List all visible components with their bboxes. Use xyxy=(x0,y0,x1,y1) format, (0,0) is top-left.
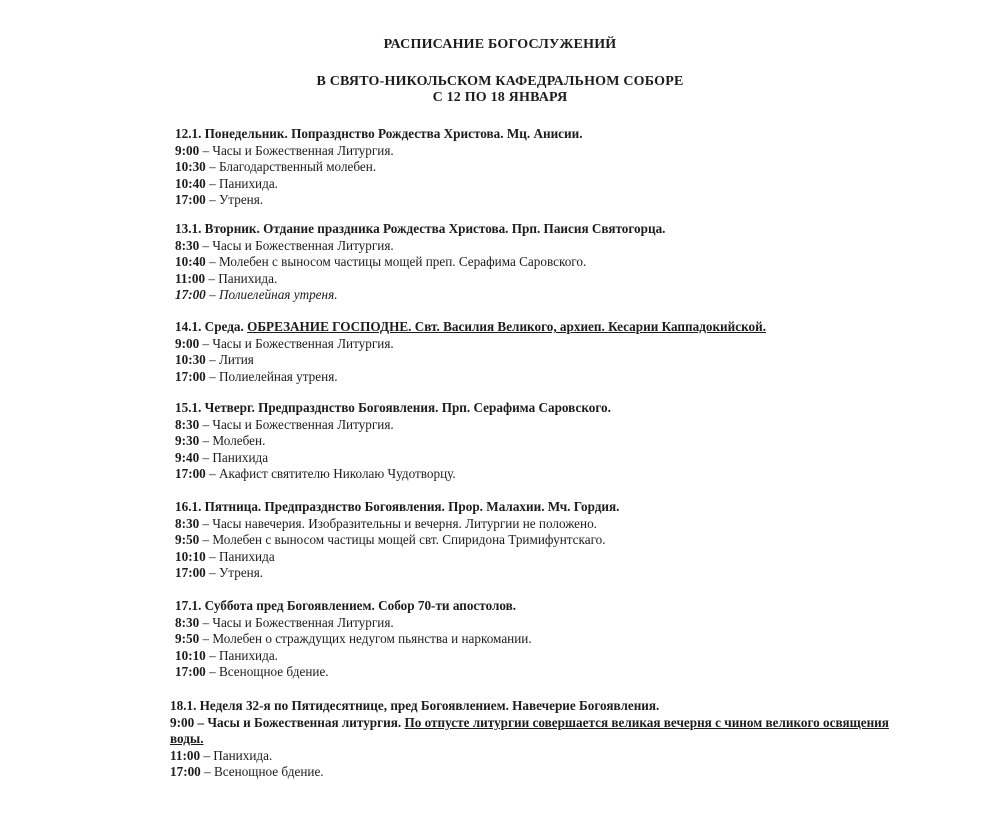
service-text: – Панихида. xyxy=(205,647,278,663)
service-text: – Утреня. xyxy=(205,565,264,581)
day-block-16 xyxy=(175,499,935,582)
service-time: 10:40 xyxy=(175,254,206,270)
service-text: – Часы и Божественная Литургия. xyxy=(199,142,394,158)
service-row xyxy=(175,565,935,582)
service-text: – Полиелейная утреня. xyxy=(205,287,338,303)
service-time: 9:00 xyxy=(170,714,195,730)
service-text: – Утреня. xyxy=(205,192,264,208)
service-note: По отпусте литургии совершается великая вечерня с чином великого освящения воды. xyxy=(170,714,889,747)
service-time: 17:00 xyxy=(175,287,206,303)
day-heading-prefix: 14.1. Среда. xyxy=(175,319,248,334)
day-block-17 xyxy=(175,598,935,681)
service-text: – Молебен с выносом частицы мощей свт. Спиридона Тримифунтскаго. xyxy=(199,532,606,548)
day-block-18 xyxy=(170,698,895,781)
service-row xyxy=(175,143,935,160)
service-row xyxy=(175,287,935,304)
service-text: – Панихида xyxy=(199,449,269,465)
service-time: 8:30 xyxy=(175,416,200,432)
service-row xyxy=(170,715,895,748)
service-time: 9:50 xyxy=(175,532,200,548)
service-text: – Всенощное бдение. xyxy=(205,664,329,680)
service-time: 9:00 xyxy=(175,142,200,158)
service-row xyxy=(175,549,935,566)
service-row xyxy=(175,369,935,386)
service-text: – Панихида. xyxy=(205,175,278,191)
service-row xyxy=(175,352,935,369)
service-time: 8:30 xyxy=(175,237,200,253)
service-time: 10:30 xyxy=(175,159,206,175)
cathedral-name: В СВЯТО-НИКОЛЬСКОМ КАФЕДРАЛЬНОМ СОБОРЕ xyxy=(316,74,684,89)
day-heading: 15.1. Четверг. Предпразднство Богоявления. Прп. Серафима Саровского. xyxy=(175,400,611,415)
service-text: – Часы и Божественная Литургия. xyxy=(199,614,394,630)
service-text: – Панихида. xyxy=(205,270,278,286)
service-text: – Часы и Божественная Литургия. xyxy=(199,335,394,351)
service-time: 11:00 xyxy=(170,747,201,763)
day-block-13 xyxy=(175,221,935,304)
service-time: 17:00 xyxy=(175,466,206,482)
feast-title: ОБРЕЗАНИЕ ГОСПОДНЕ. Свт. Василия Великого, архиеп. Кесарии Каппадокийской. xyxy=(247,319,767,334)
service-row xyxy=(175,631,935,648)
service-time: 9:40 xyxy=(175,449,200,465)
service-text: – Молебен о страждущих недугом пьянства и наркомании. xyxy=(199,631,532,647)
day-heading: 13.1. Вторник. Отдание праздника Рождества Христова. Прп. Паисия Святогорца. xyxy=(175,221,666,236)
service-row xyxy=(175,466,935,483)
service-row xyxy=(175,648,935,665)
day-heading xyxy=(175,319,935,336)
service-text: – Акафист святителю Николаю Чудотворцу. xyxy=(205,466,456,482)
service-row xyxy=(175,238,935,255)
service-text: – Часы и Божественная литургия. xyxy=(194,714,405,730)
service-text: – Панихида. xyxy=(200,747,273,763)
service-time: 11:00 xyxy=(175,270,206,286)
service-time: 10:10 xyxy=(175,548,206,564)
service-row xyxy=(175,433,935,450)
day-heading: 12.1. Понедельник. Попразднство Рождества Христова. Мц. Анисии. xyxy=(175,126,583,141)
service-row xyxy=(175,417,935,434)
day-block-14 xyxy=(175,319,935,385)
service-row xyxy=(175,271,935,288)
service-row xyxy=(175,254,935,271)
service-row xyxy=(175,176,935,193)
service-row xyxy=(170,764,895,781)
service-text: – Часы и Божественная Литургия. xyxy=(199,416,394,432)
service-time: 8:30 xyxy=(175,515,200,531)
service-text: – Благодарственный молебен. xyxy=(205,159,377,175)
service-row xyxy=(175,516,935,533)
service-text: – Лития xyxy=(205,352,254,368)
service-time: 17:00 xyxy=(175,192,206,208)
service-time: 10:10 xyxy=(175,647,206,663)
service-time: 10:30 xyxy=(175,352,206,368)
service-time: 17:00 xyxy=(170,764,201,780)
service-time: 10:40 xyxy=(175,175,206,191)
service-time: 17:00 xyxy=(175,664,206,680)
service-text: – Молебен. xyxy=(199,433,266,449)
service-time: 9:00 xyxy=(175,335,200,351)
service-time: 8:30 xyxy=(175,614,200,630)
service-row xyxy=(175,192,935,209)
service-text: – Всенощное бдение. xyxy=(200,764,324,780)
service-time: 9:50 xyxy=(175,631,200,647)
date-range: С 12 ПО 18 ЯНВАРЯ xyxy=(432,90,568,105)
document-title: РАСПИСАНИЕ БОГОСЛУЖЕНИЙ xyxy=(383,37,617,52)
day-heading: 16.1. Пятница. Предпразднство Богоявления. Прор. Малахии. Мч. Гордия. xyxy=(175,499,620,514)
service-row xyxy=(170,748,895,765)
service-text: – Часы навечерия. Изобразительны и вечерня. Литургии не положено. xyxy=(199,515,597,531)
service-text: – Панихида xyxy=(205,548,275,564)
service-text: – Полиелейная утреня. xyxy=(205,368,338,384)
service-row xyxy=(175,159,935,176)
day-heading: 17.1. Суббота пред Богоявлением. Собор 70-ти апостолов. xyxy=(175,598,517,613)
service-row xyxy=(175,664,935,681)
service-time: 9:30 xyxy=(175,433,200,449)
service-row xyxy=(175,450,935,467)
service-time: 17:00 xyxy=(175,368,206,384)
day-heading: 18.1. Неделя 32-я по Пятидесятнице, пред Богоявлением. Навечерие Богоявления. xyxy=(170,698,660,713)
service-row xyxy=(175,336,935,353)
service-time: 17:00 xyxy=(175,565,206,581)
service-text: – Часы и Божественная Литургия. xyxy=(199,237,394,253)
service-text: – Молебен с выносом частицы мощей преп. Серафима Саровского. xyxy=(205,254,587,270)
day-block-12 xyxy=(175,126,935,209)
service-row xyxy=(175,615,935,632)
day-block-15 xyxy=(175,400,935,483)
service-row xyxy=(175,532,935,549)
